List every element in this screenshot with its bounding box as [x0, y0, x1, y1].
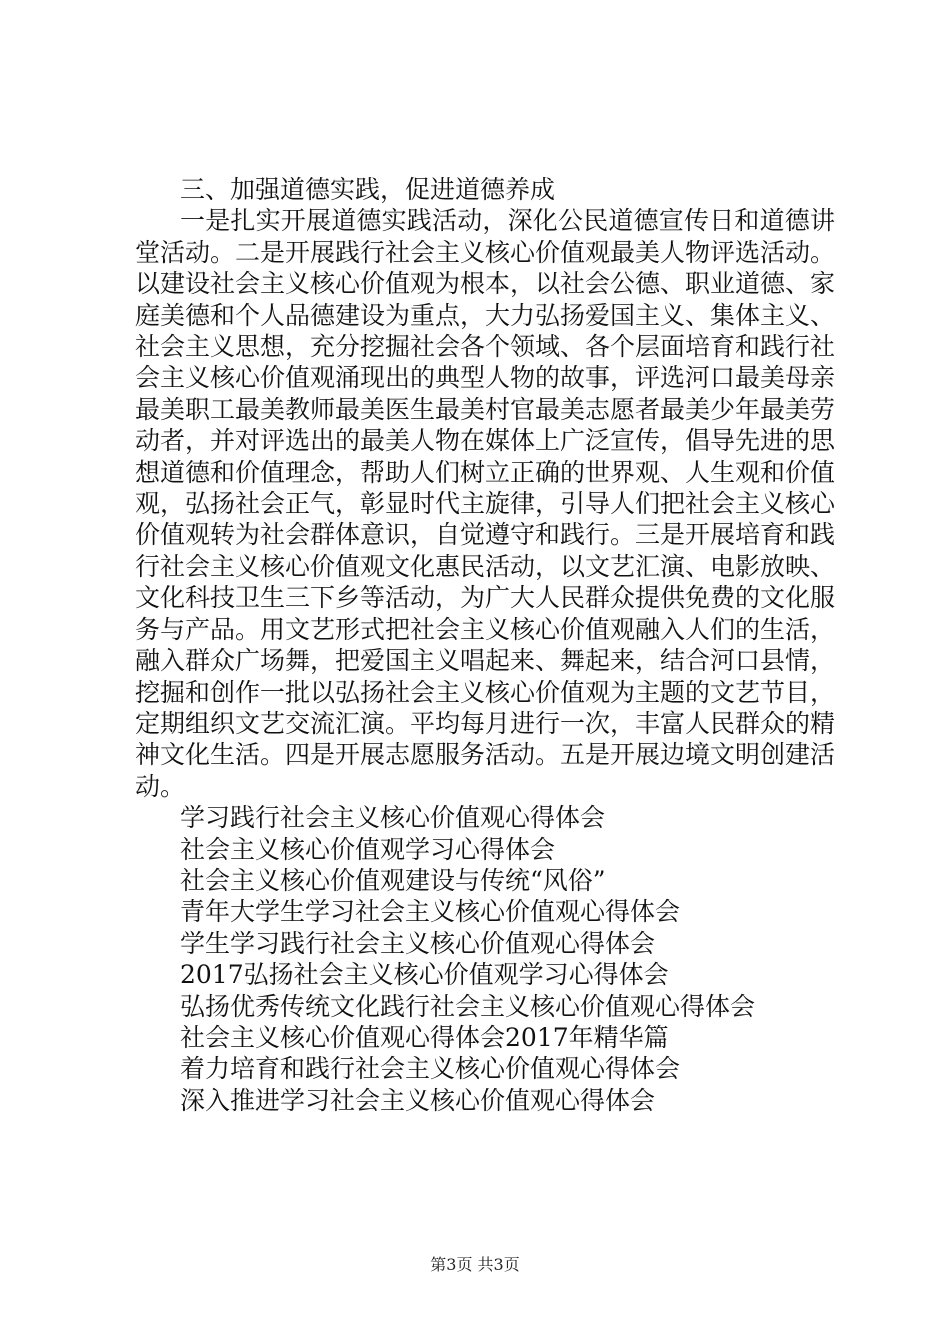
- related-title: 青年大学生学习社会主义核心价值观心得体会: [180, 897, 681, 927]
- related-title: 社会主义核心价值观学习心得体会: [180, 834, 556, 864]
- related-titles-list: [135, 802, 835, 1116]
- page-footer: 第3页 共3页: [430, 1255, 520, 1274]
- related-title: 社会主义核心价值观建设与传统“风俗”: [180, 865, 606, 895]
- section-heading: 三、加强道德实践，促进道德养成: [180, 175, 556, 204]
- related-title: 学生学习践行社会主义核心价值观心得体会: [180, 928, 656, 958]
- related-title: 着力培育和践行社会主义核心价值观心得体会: [180, 1054, 681, 1084]
- related-title: 学习践行社会主义核心价值观心得体会: [180, 803, 606, 833]
- related-title: 2017弘扬社会主义核心价值观学习心得体会: [180, 960, 669, 990]
- related-title: 社会主义核心价值观心得体会2017年精华篇: [180, 1022, 669, 1052]
- body-paragraph: 一是扎实开展道德实践活动，深化公民道德宣传日和道德讲堂活动。二是开展践行社会主义核心价值观最美人物评选活动。以建设社会主义核心价值观为根本，以社会公德、职业道德、家庭美德和个人品德建设为重点，大力弘扬爱国主义、集体主义、社会主义思想，充分挖掘社会各个领域、各个层面培育和践行社会主义核心价值观涌现出的典型人物的故事，评选河口最美母亲最美职工最美教师最美医生最美村官最美志愿者最美少年最美劳动者，并对评选出的最美人物在媒体上广泛宣传，倡导先进的思想道德和价值理念，帮助人们树立正确的世界观、人生观和价值观，弘扬社会正气，彰显时代主旋律，引导人们把社会主义核心价值观转为社会群体意识，自觉遵守和践行。三是开展培育和践行社会主义核心价值观文化惠民活动，以文艺汇演、电影放映、文化科技卫生三下乡等活动，为广大人民群众提供免费的文化服务与产品。用文艺形式把社会主义核心价值观融入人们的生活，融入群众广场舞，把爱国主义唱起来、舞起来，结合河口县情，挖掘和创作一批以弘扬社会主义核心价值观为主题的文艺节目，定期组织文艺交流汇演。平均每月进行一次，丰富人民群众的精神文化生活。四是开展志愿服务活动。五是开展边境文明创建活动。: [135, 206, 836, 801]
- related-title: 弘扬优秀传统文化践行社会主义核心价值观心得体会: [180, 991, 756, 1021]
- related-title: 深入推进学习社会主义核心价值观心得体会: [180, 1085, 656, 1115]
- document-content: [135, 174, 835, 1116]
